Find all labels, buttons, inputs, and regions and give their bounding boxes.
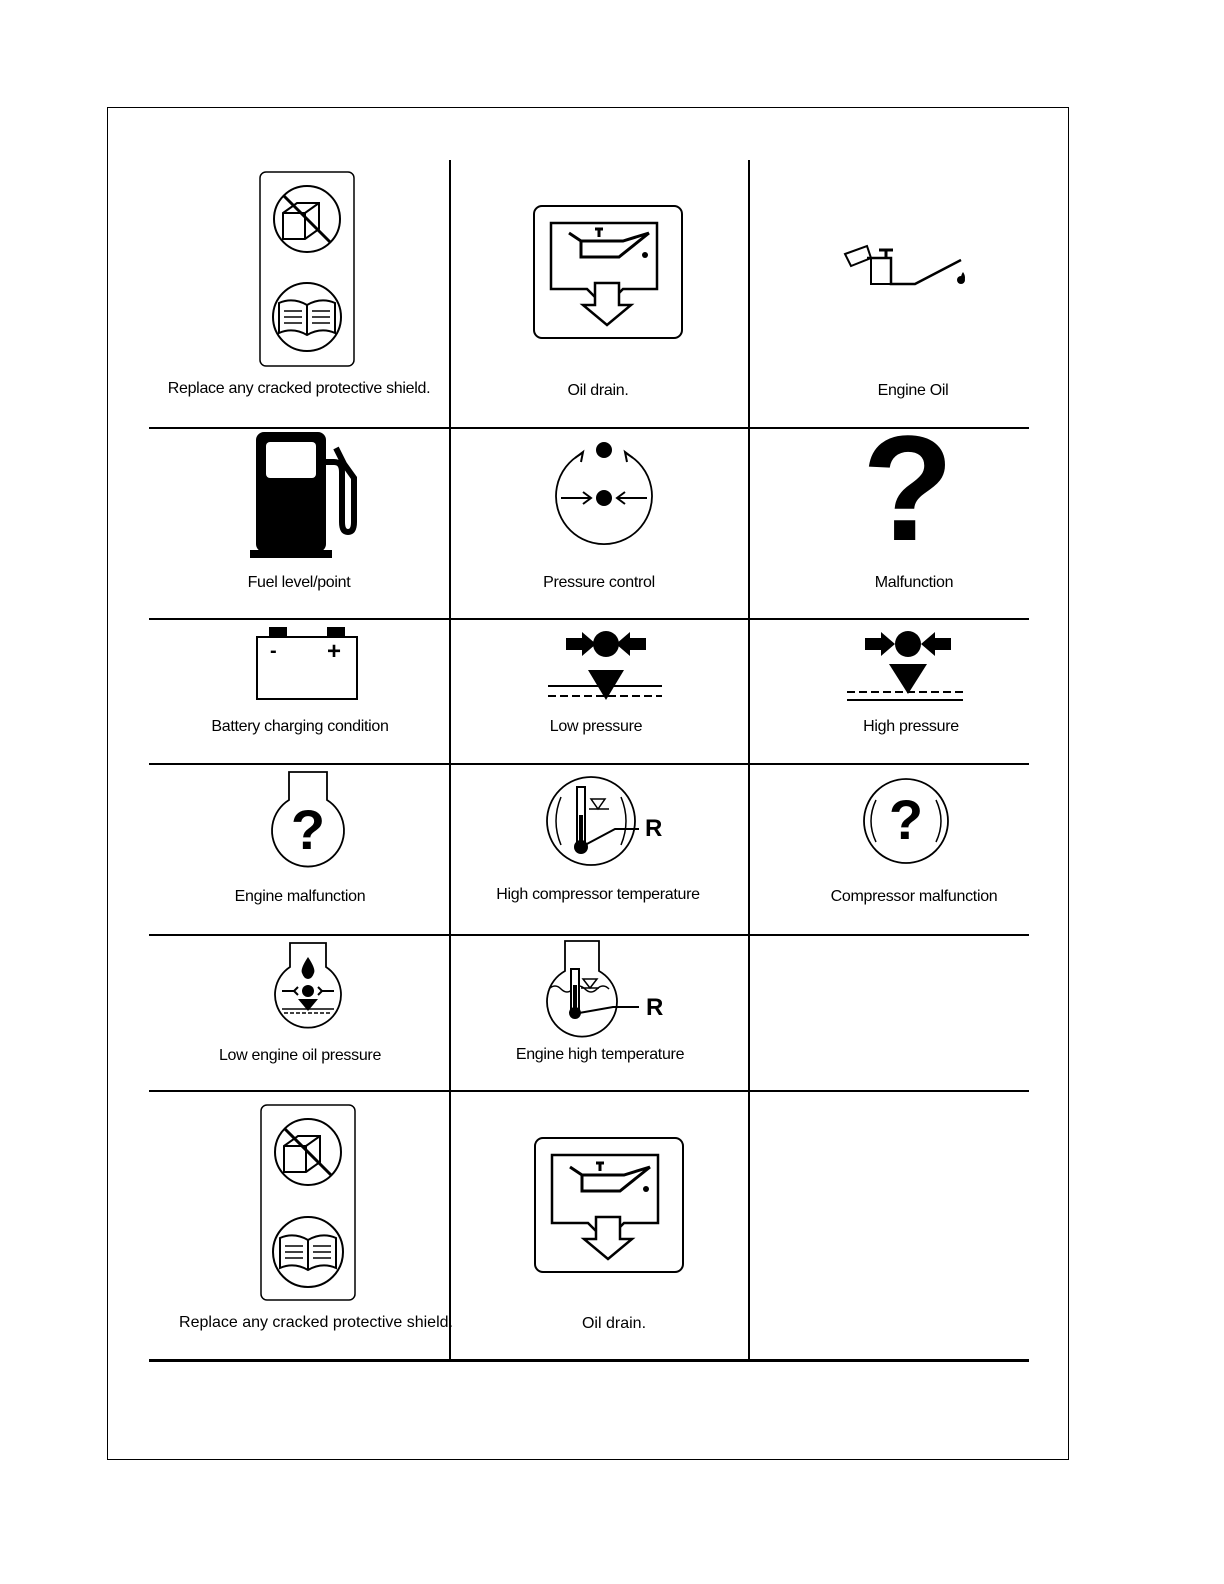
symbol-caption: Low engine oil pressure — [218, 1047, 382, 1064]
grid-row-divider — [149, 618, 1029, 620]
symbol-caption: Replace any cracked protective shield. — [167, 380, 431, 397]
protective-shield-decal-icon — [259, 171, 355, 367]
low-oil-pressure-icon — [272, 941, 344, 1031]
r-letter-label: R — [646, 994, 664, 1021]
symbol-caption: Compressor malfunction — [830, 888, 998, 905]
symbol-caption: Engine high temperature — [515, 1046, 685, 1063]
symbol-caption: High compressor temperature — [496, 886, 700, 903]
symbol-caption: Oil drain. — [567, 382, 629, 399]
protective-shield-decal-icon — [260, 1104, 356, 1301]
grid-row-divider — [149, 763, 1029, 765]
symbol-caption: Fuel level/point — [247, 574, 351, 591]
battery-plus-label: + — [327, 638, 342, 665]
battery-icon — [255, 627, 359, 701]
symbol-caption: Replace any cracked protective shield. — [179, 1314, 453, 1331]
symbol-caption: Pressure control — [543, 574, 655, 591]
symbol-caption: Engine malfunction — [234, 888, 366, 905]
engine-question-mark: ? — [290, 798, 326, 861]
battery-minus-label: - — [270, 640, 277, 662]
oil-drain-icon — [534, 1137, 684, 1273]
low-pressure-icon — [548, 626, 664, 702]
grid-row-divider — [149, 1090, 1029, 1092]
symbol-caption: Oil drain. — [581, 1315, 647, 1332]
question-mark-icon: ? — [862, 404, 954, 572]
symbol-caption: Low pressure — [549, 718, 643, 735]
compressor-question-mark: ? — [888, 788, 924, 851]
grid-row-divider — [149, 934, 1029, 936]
fuel-pump-icon — [250, 432, 364, 558]
grid-column-divider — [449, 160, 451, 1361]
symbol-caption: Engine Oil — [877, 382, 949, 399]
grid-bottom-rule — [149, 1359, 1029, 1362]
oil-can-icon — [843, 244, 969, 288]
high-pressure-icon — [847, 624, 965, 702]
grid-column-divider — [748, 160, 750, 1361]
pressure-control-icon — [553, 440, 655, 550]
symbol-caption: High pressure — [863, 718, 959, 735]
oil-drain-icon — [533, 205, 683, 339]
symbol-caption: Malfunction — [874, 574, 954, 591]
symbol-caption: Battery charging condition — [211, 718, 389, 735]
r-letter-label: R — [645, 815, 663, 842]
